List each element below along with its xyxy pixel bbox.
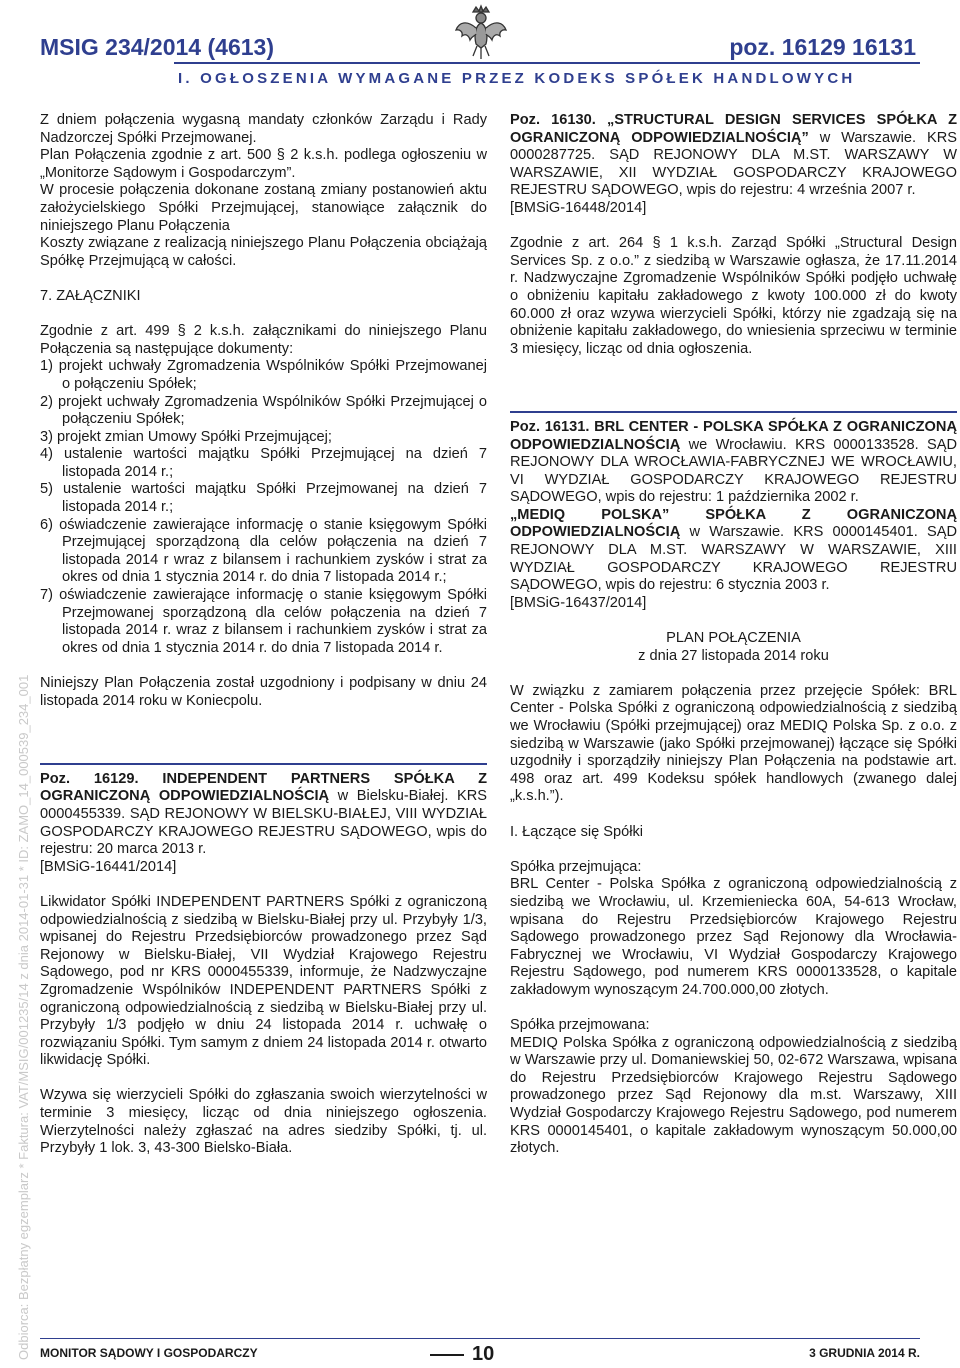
list-item: 5) ustalenie wartości majątku Spółki Przejmowanej na dzień 7 listopada 2014 r.;	[40, 481, 487, 516]
paragraph: W związku z zamiarem połączenia przez przejęcie Spółek: BRL Center - Polska Spółki z ograniczoną odpowiedzialnością z siedzibą we Wrocławiu (Spółki przejmującej) oraz MEDIQ Polska Sp. z o.o. z siedzibą w Warszawie (jako Spółki przejmowanej) łączące się Spółki uzgodniły i sporządziły niniejszy Plan Połączenia na podstawie art. 498 oraz art. 499 Kodeksu spółek handlowych (zwanego dalej „k.s.h.”).	[510, 682, 957, 805]
paragraph: Zgodnie z art. 264 § 1 k.s.h. Zarząd Spółki „Structural Design Services Sp. z o.o.” z siedzibą w Warszawie ogłasza, że 17.11.2014 r. Nadzwyczajne Zgromadzenie Wspólników Spółki podjęło uchwałę o obniżeniu kapitału zakładowego z kwoty 100.000 zł do kwoty 60.000 zł oraz wzywa wierzycieli Spółki, którzy nie zgadzają się na obniżenie kapitału zakładowego, do wniesienia sprzeciwu w terminie 3 miesięcy, licząc od dnia ogłoszenia.	[510, 235, 957, 357]
section-heading: 7. ZAŁĄCZNIKI	[40, 287, 141, 304]
list-item: 3) projekt zmian Umowy Spółki Przejmującej;	[40, 428, 332, 445]
section-heading: I. Łączące się Spółki	[510, 823, 644, 840]
notice-divider	[40, 763, 487, 765]
company-name: INDEPENDENT PARTNERS SPÓŁKA Z OGRANICZONĄ ODPOWIEDZIALNOŚCIĄ	[40, 770, 487, 805]
label: Spółka przejmowana:	[510, 1017, 650, 1034]
paragraph: Likwidator Spółki INDEPENDENT PARTNERS Spółki z ograniczoną odpowiedzialnością z siedzibą w Bielsku-Białej przy ul. Przybyły 1/3, wpisanej do Rejestru Przedsiębiorców prowadzonego przez Sąd Rejonowy w Bielsku-Białej, VII Wydział Krajowego Rejestru Sądowego, pod nr KRS 0000455339, informuje, że Nadzwyczajne Zgromadzenie Wspólników INDEPENDENT PARTNERS Spółki z ograniczoną odpowiedzialnością z siedzibą w Bielsku-Białej przy ul. Przybyły 1/3 podjęło w dniu 24 listopada 2014 r. uchwałę o rozwiązaniu Spółki. Tym samym z dniem 24 listopada 2014 r. otwarto likwidację Spółki.	[40, 893, 487, 1069]
paragraph: Zgodnie z art. 499 § 2 k.s.h. załącznikami do niniejszego Planu Połączenia są następujące dokumenty:	[40, 323, 487, 357]
issue-number: MSIG 234/2014 (4613)	[40, 34, 274, 60]
company-name: BRL CENTER - POLSKA SPÓŁKA Z OGRANICZONĄ ODPOWIEDZIALNOŚCIĄ	[510, 418, 957, 453]
plan-title: PLAN POŁĄCZENIA	[666, 630, 801, 647]
registry-info: w Warszawie. KRS 0000287725. SĄD REJONOWY DLA M.ST. WARSZAWY W WARSZAWIE, XII WYDZIAŁ GOSPODARCZY KRAJOWEGO REJESTRU SĄDOWEGO, wpis do rejestru: 4 września 2007 r.	[510, 129, 957, 199]
reference-code: [BMSiG-16441/2014]	[40, 858, 177, 875]
position-range: poz. 16129 16131	[729, 34, 916, 60]
reference-code: [BMSiG-16448/2014]	[510, 199, 647, 216]
header-rule	[174, 62, 920, 64]
footer-rule	[40, 1338, 920, 1339]
paragraph: MEDIQ Polska Spółka z ograniczoną odpowiedzialnością z siedzibą w Warszawie przy ul. Domaniewskiej 50, 02-672 Warszawa, wpisana do Rejestru Przedsiębiorców Krajowego Rejestru Sądowego prowadzonego przez Sąd Rejonowy dla m.st. Warszawy, XIII Wydział Gospodarczy Krajowego Rejestru Sądowego, pod numerem KRS 0000145401, o kapitale zakładowym wynoszącym 50.000,00 złotych.	[510, 1034, 957, 1157]
page-dash	[430, 1354, 464, 1356]
notice-number: Poz. 16130.	[510, 112, 596, 128]
paragraph: Koszty związane z realizacją niniejszego Planu Połączenia obciążają Spółkę Przejmującą w całości.	[40, 235, 487, 269]
paragraph: BRL Center - Polska Spółka z ograniczoną odpowiedzialnością z siedzibą we Wrocławiu, ul. Krzemieniecka 60A, 54-613 Wrocław, wpisana do Rejestru Przedsiębiorców Krajowego Rejestru Sądowego prowadzonego przez Sąd Rejonowy dla Wrocławia-Fabrycznej we Wrocławiu, VI Wydział Gospodarczy Krajowego Rejestru Sądowego, pod numerem KRS 0000133528, o kapitale zakładowym wynoszącym 24.700.000,00 złotych.	[510, 876, 957, 998]
notice-divider	[510, 411, 957, 413]
publication-name: MONITOR SĄDOWY I GOSPODARCZY	[40, 1346, 258, 1360]
page-number-value: 10	[472, 1343, 495, 1365]
notice-header-16129	[40, 771, 487, 859]
list-item: 4) ustalenie wartości majątku Spółki Przejmującej na dzień 7 listopada 2014 r.;	[40, 446, 487, 480]
list-item: 6) oświadczenie zawierające informację o stanie księgowym Spółki Przejmującej sporządzoną dla celów połączenia na dzień 7 listopada 2014 r wraz z bilansem i rachunkiem zysków i strat za okres od dnia 1 stycznia 2014 r. do dnia 7 listopada 2014 r.;	[40, 516, 487, 586]
reference-code: [BMSiG-16437/2014]	[510, 594, 647, 611]
list-item: 2) projekt uchwały Zgromadzenia Wspólników Spółki Przejmującej o połączeniu Spółek;	[40, 393, 487, 428]
notice-header-16130	[510, 112, 957, 200]
notice-header-second-company	[510, 507, 957, 595]
right-column	[510, 112, 957, 1175]
attachments-list	[40, 358, 487, 657]
notice-number: Poz. 16129.	[40, 770, 139, 787]
paragraph: Z dniem połączenia wygasną mandaty członków Zarządu i Rady Nadzorczej Spółki Przejmowanej.	[40, 112, 487, 146]
notice-header-16131	[510, 419, 957, 507]
paragraph: Wzywa się wierzycieli Spółki do zgłaszania swoich wierzytelności w terminie 3 miesięcy, licząc od dnia niniejszego ogłoszenia. Wierzytelności należy zgłaszać na adres siedziby Spółki, tj. ul. Przybyły 1 lok. 3, 43-300 Bielsko-Biała.	[40, 1087, 487, 1157]
paragraph: Niniejszy Plan Połączenia został uzgodniony i podpisany w dniu 24 listopada 2014 roku w Koniecpolu.	[40, 675, 487, 709]
registry-info: w Warszawie. KRS 0000145401. SĄD REJONOWY DLA M.ST. WARSZAWY W WARSZAWIE, XIII WYDZIAŁ GOSPODARCZY KRAJOWEGO REJESTRU SĄDOWEGO, wpis do rejestru: 6 stycznia 2003 r.	[510, 524, 957, 594]
section-title: I. OGŁOSZENIA WYMAGANE PRZEZ KODEKS SPÓŁEK HANDLOWYCH	[178, 70, 856, 87]
recipient-sidebar: Odbiorca: Bezpłatny egzemplarz * Faktura: VAT/MSIG/001235/14 z dnia 2014-01-31 * ID: ZAMO_14_000539_234_001	[16, 674, 31, 1360]
paragraph: Plan Połączenia zgodnie z art. 500 § 2 k.s.h. podlega ogłoszeniu w „Monitorze Sądowym i Gospodarczym”.	[40, 147, 487, 181]
list-item: 1) projekt uchwały Zgromadzenia Wspólników Spółki Przejmowanej o połączeniu Spółek;	[40, 358, 487, 392]
registry-info: we Wrocławiu. KRS 0000133528. SĄD REJONOWY DLA WROCŁAWIA-FABRYCZNEJ WE WROCŁAWIU, VI WYDZIAŁ GOSPODARCZY KRAJOWEGO REJESTRU SĄDOWEGO, wpis do rejestru: 1 października 2002 r.	[510, 436, 958, 506]
issue-date: 3 GRUDNIA 2014 R.	[809, 1346, 920, 1360]
company-name: „STRUCTURAL DESIGN SERVICES SPÓŁKA Z OGRANICZONĄ ODPOWIEDZIALNOŚCIĄ”	[510, 112, 957, 146]
paragraph: W procesie połączenia dokonane zostaną zmiany postanowień aktu założycielskiego Spółki Przejmującej, stanowiące załącznik do niniejszego Planu Połączenia	[40, 182, 487, 234]
registry-info: w Bielsku-Białej. KRS 0000455339. SĄD REJONOWY W BIELSKU-BIAŁEJ, VIII WYDZIAŁ GOSPODARCZY KRAJOWEGO REJESTRU SĄDOWEGO, wpis do rejestru: 20 marca 2013 r.	[40, 788, 488, 858]
list-item: 7) oświadczenie zawierające informację o stanie księgowym Spółki Przejmowanej sporządzoną dla celów połączenia na dzień 7 listopada 2014 r. wraz z bilansem i rachunkiem zysków i strat za okres od dnia 1 stycznia 2014 r. do dnia 7 listopada 2014 r.	[40, 587, 487, 656]
company-name: „MEDIQ POLSKA” SPÓŁKA Z OGRANICZONĄ ODPOWIEDZIALNOŚCIĄ	[510, 506, 957, 541]
polish-eagle-emblem-icon	[453, 2, 509, 62]
plan-date: z dnia 27 listopada 2014 roku	[638, 647, 829, 664]
left-column	[40, 112, 487, 1175]
page-number	[430, 1343, 494, 1366]
notice-number: Poz. 16131.	[510, 418, 590, 435]
label: Spółka przejmująca:	[510, 858, 642, 875]
